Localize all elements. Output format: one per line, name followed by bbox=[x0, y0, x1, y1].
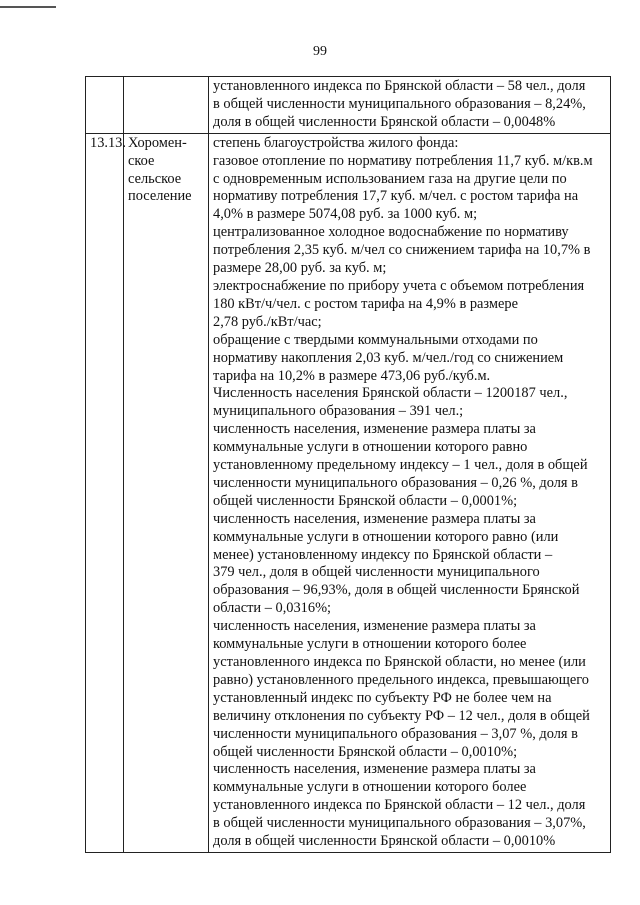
description-line: 379 чел., доля в общей численности муниципального bbox=[213, 564, 540, 581]
description-line: установленному предельному индексу – 1 чел., доля в общей bbox=[213, 457, 588, 474]
description-line: численность населения, изменение размера платы за bbox=[213, 761, 536, 778]
description-line: размере 28,00 руб. за куб. м; bbox=[213, 260, 387, 277]
description-line: 2,78 руб./кВт/час; bbox=[213, 313, 322, 330]
description-line: муниципального образования – 391 чел.; bbox=[213, 403, 464, 420]
description-line: газовое отопление по нормативу потребления 11,7 куб. м/кв.м bbox=[213, 152, 593, 169]
description-line: 4,0% в размере 5074,08 руб. за 1000 куб. м; bbox=[213, 206, 478, 223]
description-line: обращение с твердыми коммунальными отходами по bbox=[213, 331, 538, 348]
description-line: установленного индекса по Брянской области, но менее (или bbox=[213, 654, 586, 670]
settlement-name-cell bbox=[124, 133, 209, 852]
description-line: коммунальные услуги в отношении которого более bbox=[213, 636, 527, 653]
description-line: численность населения, изменение размера платы за bbox=[213, 618, 536, 635]
settlement-name-cell bbox=[124, 77, 209, 134]
description-line: численность населения, изменение размера платы за bbox=[213, 510, 536, 527]
scan-edge-mark bbox=[0, 6, 56, 8]
settlement-name-line: сельское bbox=[128, 170, 182, 187]
description-line: установленного индекса по Брянской области – 58 чел., доля bbox=[213, 78, 586, 94]
description-line: коммунальные услуги в отношении которого равно (или bbox=[213, 528, 559, 545]
document-table bbox=[85, 76, 611, 853]
description-line: менее) установленному индексу по Брянской области – bbox=[213, 546, 553, 563]
description-line: степень благоустройства жилого фонда: bbox=[213, 134, 459, 151]
description-line: общей численности Брянской области – 0,0010%; bbox=[213, 743, 518, 760]
description-line: потребления 2,35 куб. м/чел со снижением тарифа на 10,7% в bbox=[213, 242, 591, 259]
settlement-name-line: ское bbox=[128, 152, 155, 169]
table-row bbox=[86, 133, 611, 852]
description-line: коммунальные услуги в отношении которого более bbox=[213, 779, 527, 796]
description-line: численности муниципального образования – 3,07 %, доля в bbox=[213, 725, 578, 742]
description-line: в общей численности муниципального образования – 3,07%, bbox=[213, 815, 586, 832]
description-line: с одновременным использованием газа на другие цели по bbox=[213, 170, 567, 187]
settlement-name-line: Хоромен- bbox=[128, 134, 187, 151]
page-number: 99 bbox=[313, 44, 327, 59]
description-line: в общей численности муниципального образования – 8,24%, bbox=[213, 95, 586, 112]
description-line: нормативу потребления 17,7 куб. м/чел. с ростом тарифа на bbox=[213, 188, 579, 205]
description-line: Численность населения Брянской области – 1200187 чел., bbox=[213, 385, 568, 402]
description-line: численность населения, изменение размера платы за bbox=[213, 421, 536, 438]
row-number-cell bbox=[86, 77, 124, 134]
description-line: образования – 96,93%, доля в общей численности Брянской bbox=[213, 582, 580, 599]
description-line: численности муниципального образования – 0,26 %, доля в bbox=[213, 474, 578, 491]
description-line: нормативу накопления 2,03 куб. м/чел./год со снижением bbox=[213, 349, 564, 366]
description-line: электроснабжение по прибору учета с объемом потребления bbox=[213, 277, 585, 294]
description-line: доля в общей численности Брянской области – 0,0048% bbox=[213, 113, 556, 130]
description-line: централизованное холодное водоснабжение по нормативу bbox=[213, 224, 569, 241]
table-body bbox=[86, 77, 611, 853]
description-line: общей численности Брянской области – 0,0001%; bbox=[213, 492, 518, 509]
description-line: тарифа на 10,2% в размере 473,06 руб./куб.м. bbox=[213, 367, 491, 384]
row-number-cell: 13.13. bbox=[86, 133, 124, 852]
description-line: доля в общей численности Брянской области – 0,0010% bbox=[213, 833, 556, 850]
description-line: равно) установленного предельного индекса, превышающего bbox=[213, 671, 589, 688]
description-line: области – 0,0316%; bbox=[213, 600, 332, 617]
description-line: величину отклонения по субъекту РФ – 12 чел., доля в общей bbox=[213, 707, 590, 724]
description-cell bbox=[209, 133, 611, 852]
description-cell bbox=[209, 77, 611, 134]
settlement-name-line: поселение bbox=[128, 188, 192, 205]
description-line: коммунальные услуги в отношении которого равно bbox=[213, 439, 528, 456]
table-row bbox=[86, 77, 611, 134]
description-line: 180 кВт/ч/чел. с ростом тарифа на 4,9% в размере bbox=[213, 295, 518, 312]
description-line: установленный индекс по субъекту РФ не более чем на bbox=[213, 689, 552, 706]
description-line: установленного индекса по Брянской области – 12 чел., доля bbox=[213, 797, 586, 814]
